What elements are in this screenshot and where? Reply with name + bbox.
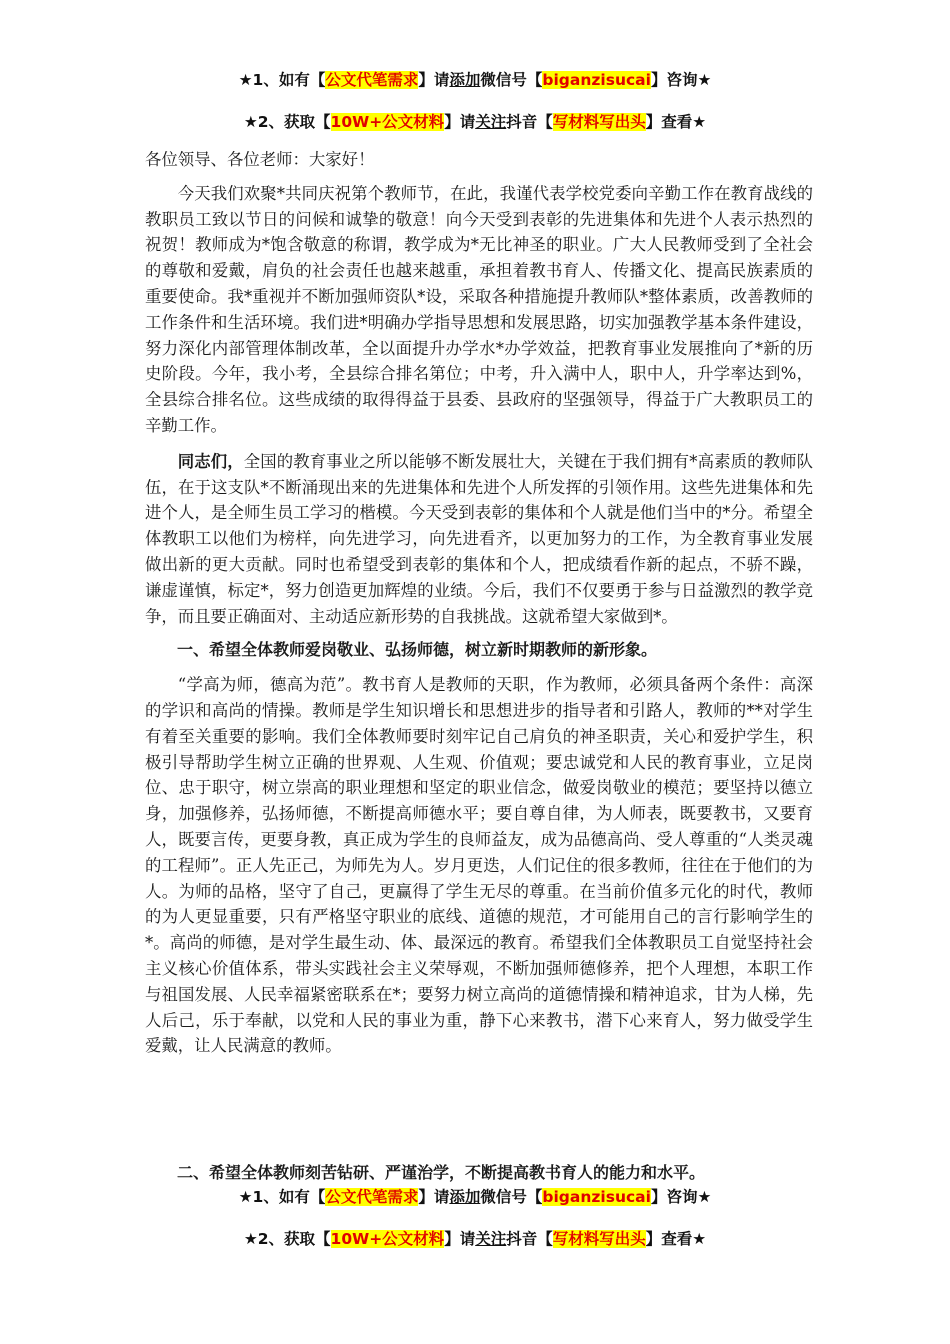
douyin-account: 写材料写出头 bbox=[552, 1230, 646, 1248]
highlight-materials: 10W+公文材料 bbox=[330, 1230, 445, 1248]
wechat-id: biganzisucai bbox=[542, 71, 651, 89]
highlight-writing-service: 公文代笔需求 bbox=[325, 71, 419, 89]
star-icon: ★ bbox=[238, 1188, 253, 1206]
paragraph-2: 同志们，全国的教育事业之所以能够不断发展壮大，关键在于我们拥有*高素质的教师队伍，在于这支队*不断涌现出来的先进集体和先进个人所发挥的引领作用。这些先进集体和先进个人，是全师生员工学习的楷模。今天受到表彰的集体和个人就是他们当中的*分。希望全体教职工以他们为榜样，向先进学习，向先进看齐，以更加努力的工作，为全教育事业发展做出新的更大贡献。同时也希望受到表彰的集体和个人，把成绩看作新的起点，不骄不躁，谦虚谨慎，标定*，努力创造更加辉煌的业绩。今后，我们不仅要勇于参与日益激烈的教学竞争，而且要正确面对、主动适应新形势的自我挑战。这就希望大家做到*。 bbox=[145, 451, 813, 626]
star-icon: ★ bbox=[238, 71, 253, 89]
paragraph-1: 今天我们欢聚*共同庆祝第个教师节，在此，我谨代表学校党委向辛勤工作在教育战线的教职员工致以节日的问候和诚挚的敬意！向今天受到表彰的先进集体和先进个人表示热烈的祝贺！教师成为*饱含敬意的称谓，教学成为*无比神圣的职业。广大人民教师受到了全社会的尊敬和爱戴，肩负的社会责任也越来越重，承担着教书育人、传播文化、提高民族素质的重要使命。我*重视并不断加强师资队*设，采取各种措施提升教师队*整体素质，改善教师的工作条件和生活环境。我们进*明确办学指导思想和发展思路，切实加强教学基本条件建设，努力深化内部管理体制改革，全以面提升办学水*办学效益，把教育事业发展推向了*新的历史阶段。今年，我小考，全县综合排名第位；中考，升入满中人，职中人，升学率达到%，全县综合排名位。这些成绩的取得得益于县委、县政府的坚强领导，得益于广大教职员工的辛勤工作。 bbox=[145, 183, 813, 435]
section-heading-1: 一、希望全体教师爱岗敬业、弘扬师德，树立新时期教师的新形象。 bbox=[177, 640, 658, 660]
star-icon: ★ bbox=[243, 113, 258, 131]
promo-line-1: ★1、如有【公文代笔需求】请添加微信号【biganzisucai】咨询★ bbox=[238, 71, 712, 89]
speech-body bbox=[145, 147, 813, 1059]
paragraph-3: “学高为师，德高为范”。教书育人是教师的天职，作为教师，必须具备两个条件：高深的学识和高尚的情操。教师是学生知识增长和思想进步的指导者和引路人，教师的**对学生有着至关重要的影响。我们全体教师要时刻牢记自己肩负的神圣职责，关心和爱护学生，积极引导帮助学生树立正确的世界观、人生观、价值观；要忠诚党和人民的教育事业，立足岗位、忠于职守，树立崇高的职业理想和坚定的职业信念，做爱岗敬业的模范；要坚持以德立身，加强修养，弘扬师德，不断提高师德水平；要自尊自律，为人师表，既要教书，又要育人，既要言传，更要身教，真正成为学生的良师益友，成为品德高尚、受人尊重的“人类灵魂的工程师”。正人先正己，为师先为人。岁月更迭，人们记住的很多教师，往往在于他们的为人。为师的品格，坚守了自己，更赢得了学生无尽的尊重。在当前价值多元化的时代，教师的为人更显重要，只有严格坚守职业的底线、道德的规范，才可能用自己的言行影响学生的*。高尚的师德，是对学生最生动、体、最深远的教育。希望我们全体教职员工自觉坚持社会主义核心价值体系，带头实践社会主义荣辱观，不断加强师德修养，把个人理想，本职工作与祖国发展、人民幸福紧密联系在*；要努力树立高尚的道德情操和精神追求，甘为人梯，先人后己，乐于奉献，以党和人民的事业为重，静下心来教书，潜下心来育人，努力做受学生爱戴，让人民满意的教师。 bbox=[145, 675, 813, 1056]
section-2 bbox=[145, 1160, 813, 1186]
greeting: 各位领导、各位老师：大家好！ bbox=[145, 150, 375, 169]
highlight-writing-service: 公文代笔需求 bbox=[325, 1188, 419, 1206]
wechat-id: biganzisucai bbox=[542, 1188, 651, 1206]
promo-line-1-bottom: ★1、如有【公文代笔需求】请添加微信号【biganzisucai】咨询★ bbox=[238, 1188, 712, 1206]
highlight-materials: 10W+公文材料 bbox=[330, 113, 445, 131]
promo-line-2: ★2、获取【10W+公文材料】请关注抖音【写材料写出头】查看★ bbox=[243, 113, 707, 131]
section-heading-2: 二、希望全体教师刻苦钻研、严谨治学，不断提高教书育人的能力和水平。 bbox=[177, 1163, 706, 1182]
star-icon: ★ bbox=[243, 1230, 258, 1248]
douyin-account: 写材料写出头 bbox=[552, 113, 646, 131]
promo-line-2-bottom: ★2、获取【10W+公文材料】请关注抖音【写材料写出头】查看★ bbox=[243, 1230, 707, 1248]
address-comrades: 同志们， bbox=[177, 451, 244, 471]
